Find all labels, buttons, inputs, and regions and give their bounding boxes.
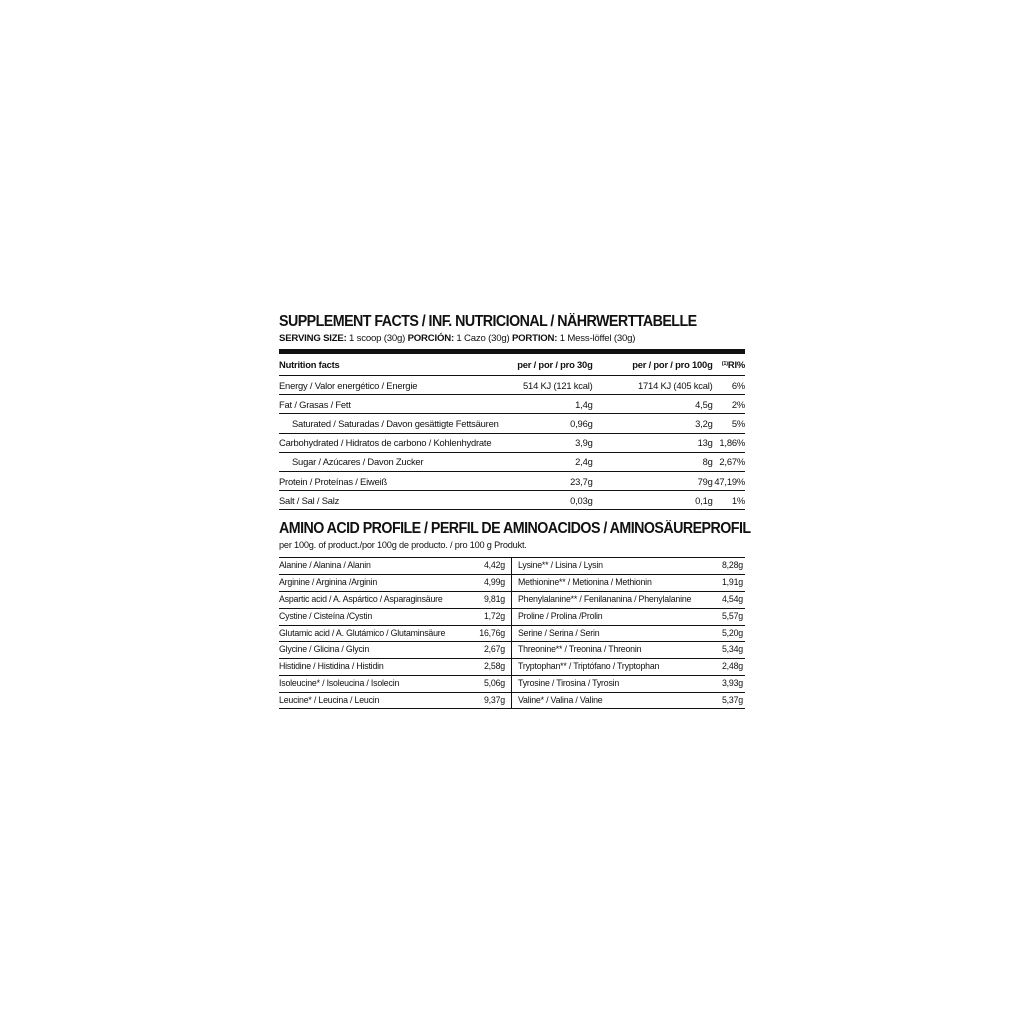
nutrition-row-salt xyxy=(279,491,745,510)
amino-value: 5,06g xyxy=(483,677,505,688)
amino-name: Proline / Prolina /Prolin xyxy=(518,610,603,621)
value-per-30g: 0,03g xyxy=(499,491,593,510)
value-per-100g: 8g xyxy=(593,452,713,471)
amino-row xyxy=(512,642,745,659)
amino-acid-column-right xyxy=(512,558,745,709)
value-per-100g: 79g xyxy=(593,471,713,490)
nutrient-name: Protein / Proteínas / Eiweiß xyxy=(279,471,499,490)
porcion-label: PORCIÓN: xyxy=(407,333,454,344)
amino-row xyxy=(512,609,745,626)
header-per-100g: per / por / pro 100g xyxy=(593,354,713,376)
header-per-30g: per / por / pro 30g xyxy=(499,354,593,376)
supplement-facts-label xyxy=(279,312,751,709)
amino-name: Tyrosine / Tirosina / Tyrosin xyxy=(518,677,620,688)
value-per-100g: 1714 KJ (405 kcal) xyxy=(593,376,713,395)
amino-value: 5,34g xyxy=(721,644,743,655)
amino-name: Threonine** / Treonina / Threonin xyxy=(518,644,642,655)
amino-name: Cystine / Cisteína /Cystin xyxy=(279,610,373,621)
nutrition-row-carbohydrate xyxy=(279,433,745,452)
value-ri: 2% xyxy=(713,395,745,414)
serving-size-value: 1 scoop (30g) xyxy=(346,333,408,344)
amino-value: 4,42g xyxy=(483,560,505,571)
amino-name: Valine* / Valina / Valine xyxy=(518,694,603,705)
nutrient-name: Sugar / Azúcares / Davon Zucker xyxy=(279,452,499,471)
amino-row xyxy=(512,693,745,710)
header-nutrition-facts: Nutrition facts xyxy=(279,354,499,376)
value-per-30g: 23,7g xyxy=(499,471,593,490)
amino-row xyxy=(279,626,511,643)
amino-value: 2,48g xyxy=(721,661,743,672)
amino-row xyxy=(279,642,511,659)
amino-row xyxy=(279,659,511,676)
ri-footnote-mark: (1) xyxy=(721,361,728,367)
ri-label: RI% xyxy=(727,359,745,370)
value-ri: 6% xyxy=(713,376,745,395)
amino-row xyxy=(279,575,511,592)
value-per-30g: 1,4g xyxy=(499,395,593,414)
amino-value: 1,91g xyxy=(721,577,743,588)
serving-size-label: SERVING SIZE: xyxy=(279,333,347,344)
amino-name: Isoleucine* / Isoleucina / Isolecin xyxy=(279,677,400,688)
amino-row xyxy=(512,659,745,676)
amino-row xyxy=(279,676,511,693)
amino-row xyxy=(512,558,745,575)
amino-name: Alanine / Alanina / Alanin xyxy=(279,560,371,571)
nutrition-row-energy xyxy=(279,376,745,395)
amino-row xyxy=(512,575,745,592)
portion-label: PORTION: xyxy=(511,333,558,344)
nutrient-name: Fat / Grasas / Fett xyxy=(279,395,499,414)
amino-acid-title: AMINO ACID PROFILE / PERFIL DE AMINOACIDOS / AMINOSÄUREPROFIL xyxy=(279,520,751,538)
nutrition-table xyxy=(279,354,745,510)
serving-size-line xyxy=(279,332,745,346)
value-ri: 1% xyxy=(713,491,745,510)
amino-row xyxy=(512,626,745,643)
amino-value: 5,20g xyxy=(721,627,743,638)
nutrition-header-row xyxy=(279,354,745,376)
amino-name: Glycine / Glicina / Glycin xyxy=(279,644,370,655)
amino-value: 4,54g xyxy=(721,593,743,604)
nutrition-row-protein xyxy=(279,471,745,490)
value-per-30g: 514 KJ (121 kcal) xyxy=(499,376,593,395)
value-ri: 2,67% xyxy=(713,452,745,471)
amino-acid-subtitle: per 100g. of product./por 100g de producto. / pro 100 g Produkt. xyxy=(279,540,527,551)
amino-name: Glutamic acid / A. Glutámico / Glutaminsäure xyxy=(279,627,446,638)
porcion-value: 1 Cazo (30g) xyxy=(453,333,512,344)
portion-value: 1 Mess-löffel (30g) xyxy=(557,333,636,344)
header-ri xyxy=(713,354,745,376)
value-ri: 47,19% xyxy=(713,471,745,490)
amino-row xyxy=(279,609,511,626)
amino-value: 2,67g xyxy=(483,644,505,655)
amino-row xyxy=(512,592,745,609)
amino-acid-table xyxy=(279,557,745,709)
amino-value: 2,58g xyxy=(483,661,505,672)
amino-row xyxy=(512,676,745,693)
nutrition-row-fat xyxy=(279,395,745,414)
amino-acid-column-left xyxy=(279,558,512,709)
amino-name: Aspartic acid / A. Aspártico / Asparaginsäure xyxy=(279,593,443,604)
amino-value: 16,76g xyxy=(479,627,505,638)
amino-value: 4,99g xyxy=(483,577,505,588)
value-per-30g: 3,9g xyxy=(499,433,593,452)
value-per-100g: 3,2g xyxy=(593,414,713,433)
value-per-100g: 13g xyxy=(593,433,713,452)
amino-value: 3,93g xyxy=(721,677,743,688)
label-title: SUPPLEMENT FACTS / INF. NUTRICIONAL / NÄHRWERTTABELLE xyxy=(279,313,697,330)
amino-value: 9,81g xyxy=(483,593,505,604)
amino-value: 9,37g xyxy=(483,694,505,705)
amino-name: Methionine** / Metionina / Methionin xyxy=(518,577,652,588)
nutrition-row-sugar xyxy=(279,452,745,471)
value-ri: 5% xyxy=(713,414,745,433)
amino-name: Lysine** / Lisina / Lysin xyxy=(518,560,603,571)
amino-value: 5,57g xyxy=(721,610,743,621)
amino-value: 8,28g xyxy=(721,560,743,571)
amino-name: Tryptophan** / Triptófano / Tryptophan xyxy=(518,661,660,672)
nutrient-name: Carbohydrated / Hidratos de carbono / Kohlenhydrate xyxy=(279,433,499,452)
nutrient-name: Saturated / Saturadas / Davon gesättigte Fettsäuren xyxy=(279,414,499,433)
value-ri: 1,86% xyxy=(713,433,745,452)
amino-value: 5,37g xyxy=(721,694,743,705)
amino-name: Leucine* / Leucina / Leucin xyxy=(279,694,380,705)
amino-name: Serine / Serina / Serin xyxy=(518,627,600,638)
value-per-30g: 0,96g xyxy=(499,414,593,433)
amino-value: 1,72g xyxy=(483,610,505,621)
amino-row xyxy=(279,693,511,710)
amino-row xyxy=(279,592,511,609)
nutrition-row-saturated xyxy=(279,414,745,433)
amino-name: Arginine / Arginina /Arginin xyxy=(279,577,378,588)
value-per-100g: 4,5g xyxy=(593,395,713,414)
value-per-30g: 2,4g xyxy=(499,452,593,471)
amino-row xyxy=(279,558,511,575)
nutrient-name: Salt / Sal / Salz xyxy=(279,491,499,510)
nutrient-name: Energy / Valor energético / Energie xyxy=(279,376,499,395)
amino-name: Phenylalanine** / Fenilananina / Phenylalanine xyxy=(518,593,692,604)
amino-name: Histidine / Histidina / Histidin xyxy=(279,661,384,672)
value-per-100g: 0,1g xyxy=(593,491,713,510)
